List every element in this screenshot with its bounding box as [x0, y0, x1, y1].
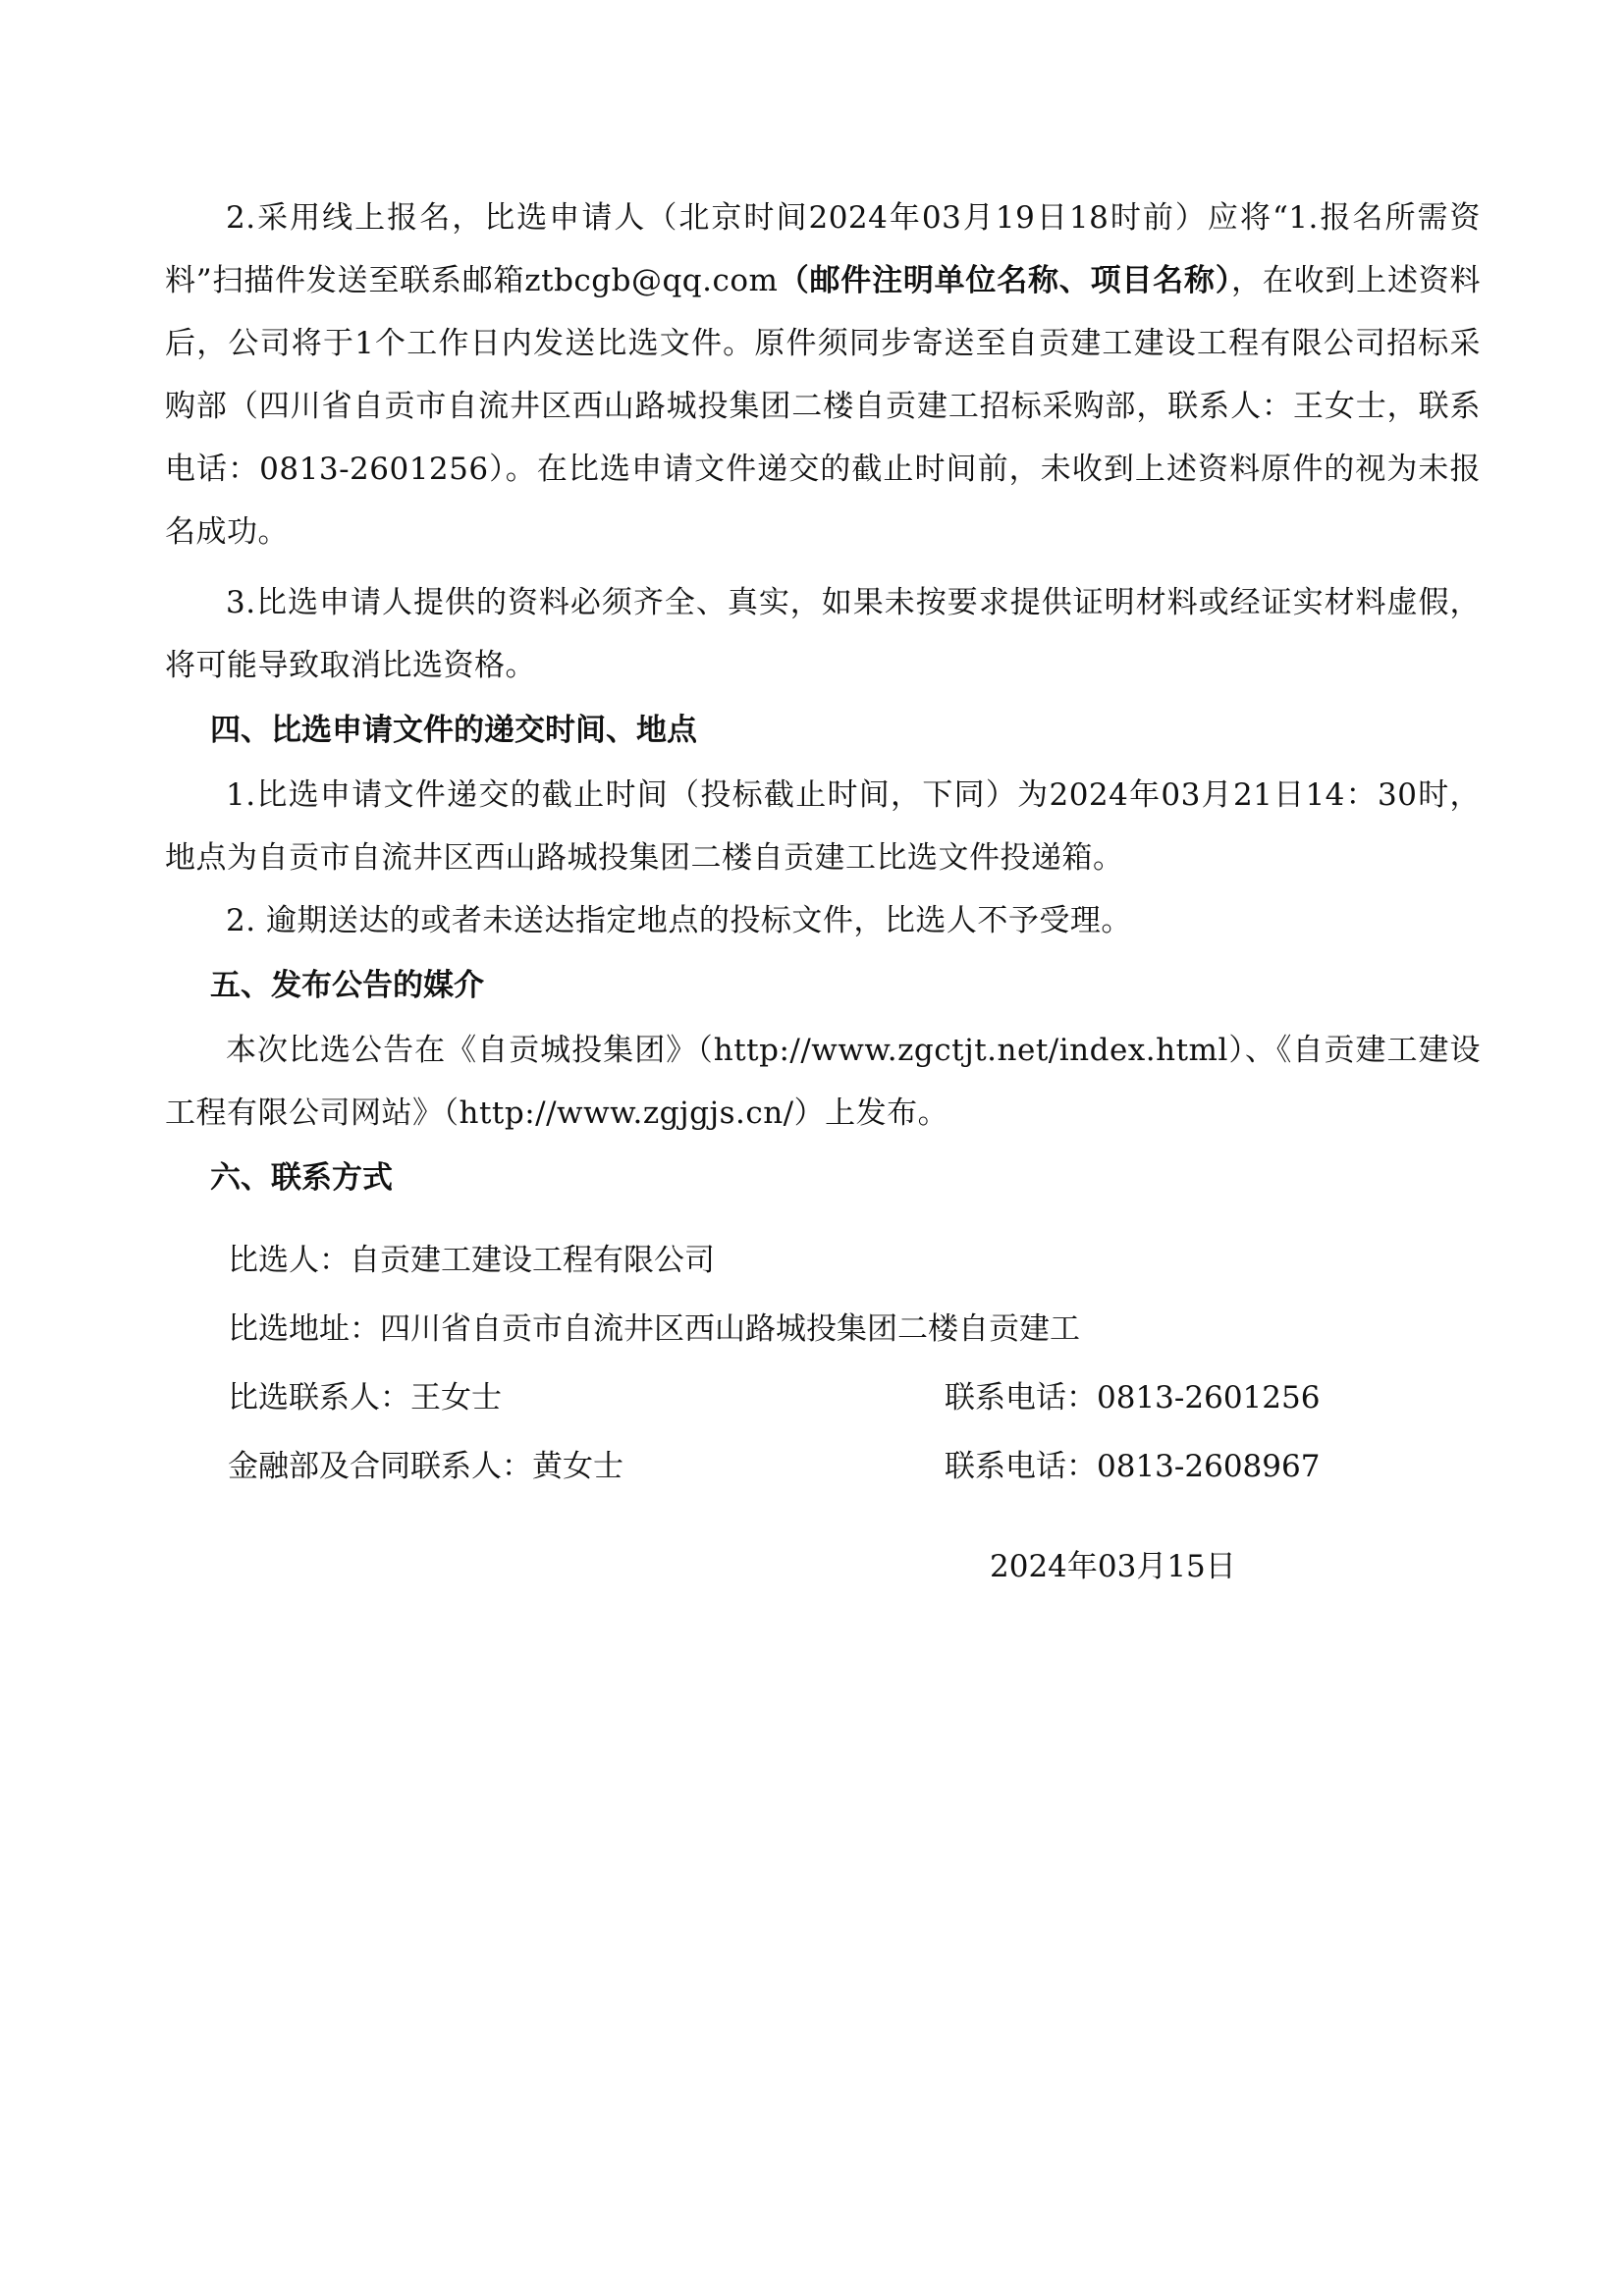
selector-address: 比选地址：四川省自贡市自流井区西山路城投集团二楼自贡建工: [228, 1311, 1080, 1347]
contact1-phone: 联系电话：0813-2601256: [945, 1380, 1321, 1415]
contact2-phone: 联系电话：0813-2608967: [945, 1449, 1321, 1484]
contact2-name: 金融部及合同联系人：黄女士: [228, 1449, 623, 1484]
item2-bold-note: （邮件注明单位名称、项目名称）: [778, 263, 1232, 298]
item3-paragraph: 3.比选申请人提供的资料必须齐全、真实，如果未按要求提供证明材料或经证实材料虚假，将可能导致取消比选资格。: [165, 585, 1481, 683]
section4-heading: 四、比选申请文件的递交时间、地点: [210, 713, 697, 748]
document-date: 2024年03月15日: [990, 1549, 1236, 1584]
section5-text: 本次比选公告在《自贡城投集团》（http://www.zgctjt.net/index.html）、《自贡建工建设工程有限公司网站》（http://www.zgjgjs.cn/）上发布。: [165, 1033, 1481, 1131]
item2-paragraph: [165, 187, 1481, 563]
section6-heading: 六、联系方式: [210, 1160, 393, 1196]
item2-text-part1: 2.采用线上报名，比选申请人（北京时间2024年03月19日18时前）应将“1.报名所需资料”扫描件发送至联系邮箱ztbcgb@qq.com: [165, 200, 1481, 298]
selector-name: 比选人：自贡建工建设工程有限公司: [228, 1243, 715, 1278]
section4-item2: 2. 逾期送达的或者未送达指定地点的投标文件，比选人不予受理。: [226, 903, 1132, 938]
section4-item1: 1.比选申请文件递交的截止时间（投标截止时间，下同）为2024年03月21日14：30时，地点为自贡市自流井区西山路城投集团二楼自贡建工比选文件投递箱。: [165, 777, 1481, 876]
item2-text-part2: ，在收到上述资料后，公司将于1个工作日内发送比选文件。原件须同步寄送至自贡建工建设工程有限公司招标采购部（四川省自贡市自流井区西山路城投集团二楼自贡建工招标采购部，联系人：王女士，联系电话：0813-2601256）。在比选申请文件递交的截止时间前，未收到上述资料原件的视为未报名成功。: [165, 263, 1482, 550]
section5-heading: 五、发布公告的媒介: [210, 968, 484, 1003]
contact1-name: 比选联系人：王女士: [228, 1380, 502, 1415]
